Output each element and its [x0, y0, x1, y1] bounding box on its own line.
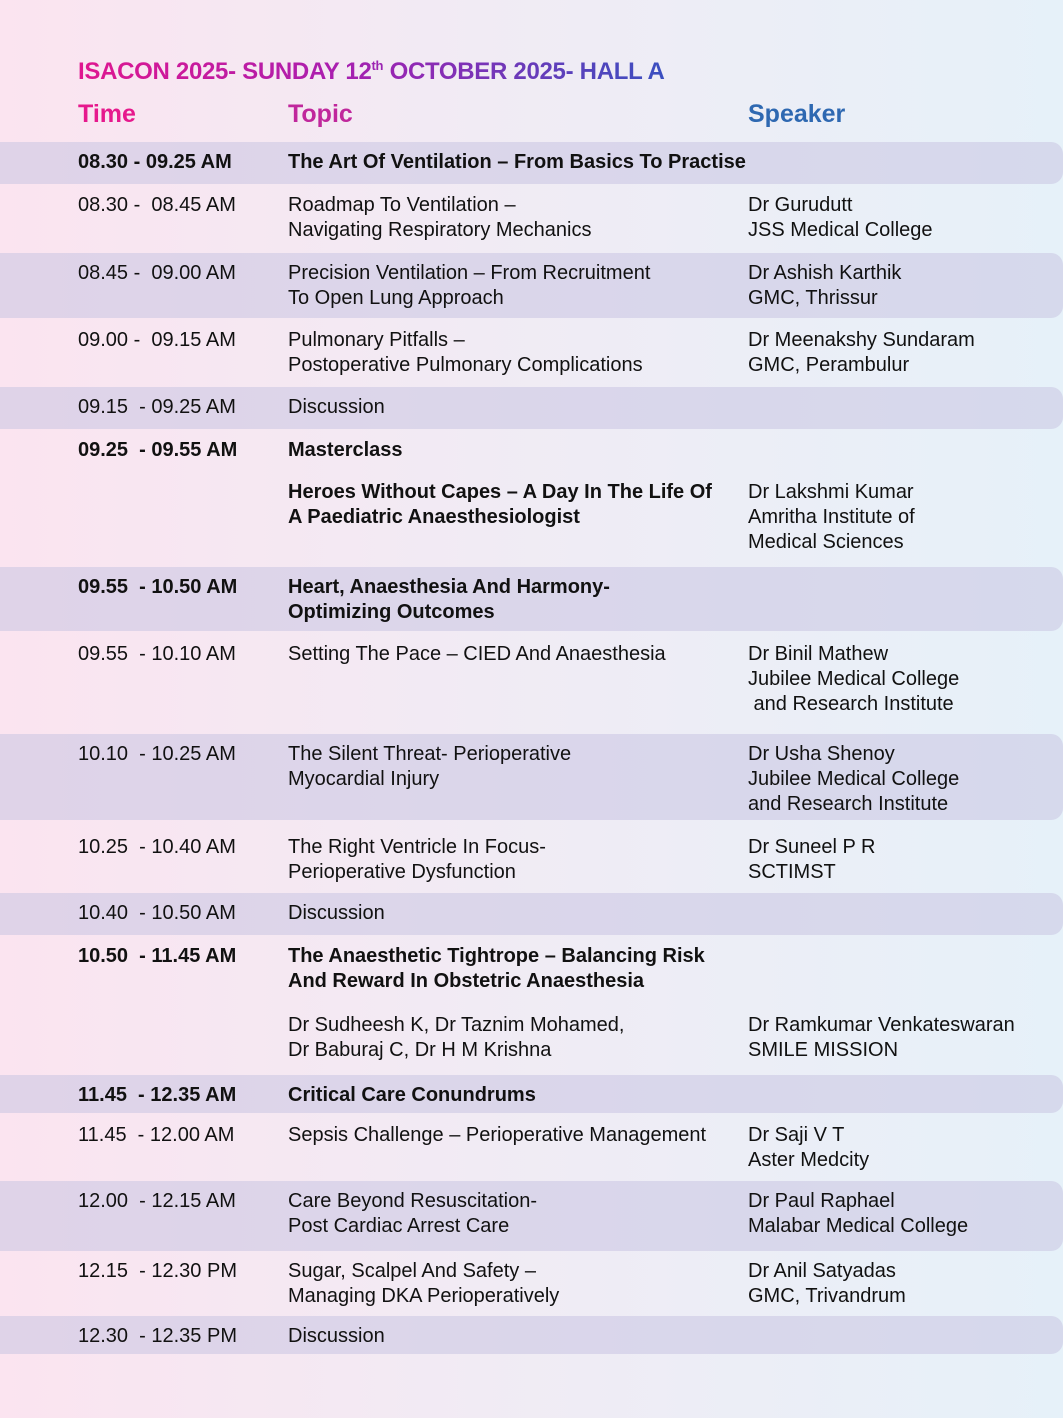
row-time: 09.25 - 09.55 AM: [78, 439, 238, 461]
row-speaker: Dr Ramkumar Venkateswaran SMILE MISSION: [748, 1014, 1015, 1061]
row-time: 11.45 - 12.00 AM: [78, 1124, 235, 1146]
schedule-row: [0, 387, 1063, 429]
row-time: 10.25 - 10.40 AM: [78, 836, 236, 858]
row-topic: The Right Ventricle In Focus- Perioperative Dysfunction: [288, 836, 546, 883]
row-speaker: Dr Saji V T Aster Medcity: [748, 1124, 870, 1171]
title-rest: OCTOBER 2025- HALL A: [383, 58, 665, 85]
row-topic: Heart, Anaesthesia And Harmony- Optimizing Outcomes: [288, 576, 610, 623]
schedule-row: [0, 1075, 1063, 1113]
schedule-row: [0, 827, 1063, 891]
row-topic: Discussion: [288, 1325, 385, 1347]
row-speaker: Dr Meenakshy Sundaram GMC, Perambulur: [748, 329, 975, 376]
row-speaker: Dr Binil Mathew Jubilee Medical College and Research Institute: [748, 643, 960, 715]
row-time: 08.45 - 09.00 AM: [78, 262, 236, 284]
row-time: 08.30 - 08.45 AM: [78, 194, 236, 216]
row-topic: Setting The Pace – CIED And Anaesthesia: [288, 643, 666, 665]
column-header-topic: Topic: [288, 100, 353, 128]
schedule-row: [0, 430, 1063, 472]
row-time: 10.40 - 10.50 AM: [78, 902, 236, 924]
row-speaker: Dr Ashish Karthik GMC, Thrissur: [748, 262, 902, 309]
schedule-row: [0, 1181, 1063, 1251]
row-time: 09.55 - 10.50 AM: [78, 576, 238, 598]
schedule-row: [0, 634, 1063, 734]
schedule-row: [0, 567, 1063, 631]
row-topic: Discussion: [288, 902, 385, 924]
schedule-row: [0, 1005, 1063, 1073]
row-topic: The Anaesthetic Tightrope – Balancing Risk And Reward In Obstetric Anaesthesia: [288, 945, 705, 992]
schedule-row: [0, 734, 1063, 820]
row-topic: Pulmonary Pitfalls – Postoperative Pulmonary Complications: [288, 329, 643, 376]
row-topic: Masterclass: [288, 439, 403, 461]
page-title: [78, 58, 665, 86]
row-time: 10.50 - 11.45 AM: [78, 945, 237, 967]
row-speaker: Dr Gurudutt JSS Medical College: [748, 194, 933, 241]
row-topic: Sepsis Challenge – Perioperative Management: [288, 1124, 707, 1146]
title-superscript: th: [371, 58, 384, 73]
schedule-row: [0, 185, 1063, 253]
row-topic: The Silent Threat- Perioperative Myocardial Injury: [288, 743, 572, 790]
row-topic: Sugar, Scalpel And Safety – Managing DKA Perioperatively: [288, 1260, 560, 1307]
row-speaker: Dr Suneel P R SCTIMST: [748, 836, 876, 883]
row-time: 11.45 - 12.35 AM: [78, 1084, 237, 1106]
row-speaker: Dr Paul Raphael Malabar Medical College: [748, 1190, 969, 1237]
row-time: 12.00 - 12.15 AM: [78, 1190, 236, 1212]
row-topic: Care Beyond Resuscitation- Post Cardiac Arrest Care: [288, 1190, 538, 1237]
row-time: 09.00 - 09.15 AM: [78, 329, 236, 351]
row-speaker: Dr Lakshmi Kumar Amritha Institute of Medical Sciences: [748, 481, 915, 553]
column-header-time: Time: [78, 100, 136, 128]
row-time: 12.30 - 12.35 PM: [78, 1325, 237, 1347]
row-topic: Heroes Without Capes – A Day In The Life Of A Paediatric Anaesthesiologist: [288, 481, 712, 528]
schedule-row: [0, 472, 1063, 566]
row-speaker: Dr Usha Shenoy Jubilee Medical College and Research Institute: [748, 743, 960, 815]
row-topic: Dr Sudheesh K, Dr Taznim Mohamed, Dr Baburaj C, Dr H M Krishna: [288, 1014, 625, 1061]
row-time: 08.30 - 09.25 AM: [78, 151, 232, 173]
title-main: ISACON 2025- SUNDAY 12: [78, 58, 372, 85]
row-time: 10.10 - 10.25 AM: [78, 743, 236, 765]
row-time: 09.55 - 10.10 AM: [78, 643, 236, 665]
row-topic: The Art Of Ventilation – From Basics To Practise: [288, 151, 746, 173]
schedule-row: [0, 1251, 1063, 1315]
schedule-row: [0, 1316, 1063, 1354]
schedule-row: [0, 1115, 1063, 1179]
row-topic: Precision Ventilation – From Recruitment To Open Lung Approach: [288, 262, 651, 309]
schedule-row: [0, 142, 1063, 184]
row-speaker: Dr Anil Satyadas GMC, Trivandrum: [748, 1260, 906, 1307]
schedule-row: [0, 893, 1063, 935]
row-topic: Critical Care Conundrums: [288, 1084, 536, 1106]
schedule-row: [0, 936, 1063, 1004]
schedule-row: [0, 320, 1063, 386]
row-topic: Roadmap To Ventilation – Navigating Respiratory Mechanics: [288, 194, 592, 241]
schedule-row: [0, 253, 1063, 318]
column-header-speaker: Speaker: [748, 100, 846, 128]
row-topic: Discussion: [288, 396, 385, 418]
row-time: 09.15 - 09.25 AM: [78, 396, 236, 418]
row-time: 12.15 - 12.30 PM: [78, 1260, 237, 1282]
